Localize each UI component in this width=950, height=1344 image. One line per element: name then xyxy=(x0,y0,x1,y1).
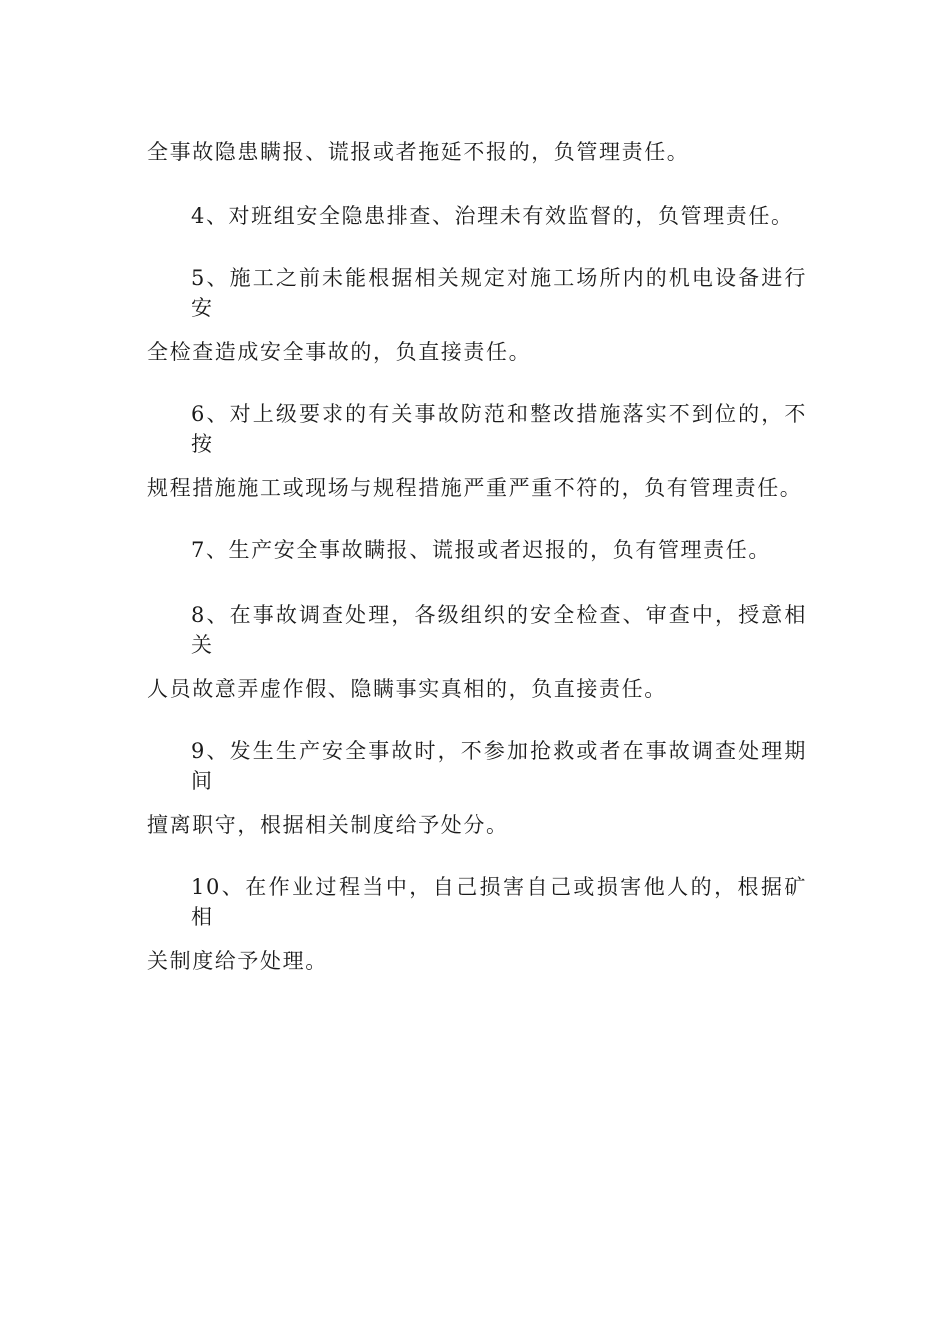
item-6-text-line-1: 6、对上级要求的有关事故防范和整改措施落实不到位的，不按 xyxy=(191,402,807,456)
item-5-text-line-1: 5、施工之前未能根据相关规定对施工场所内的机电设备进行安 xyxy=(191,266,807,320)
item-4-text: 4、对班组安全隐患排查、治理未有效监督的，负管理责任。 xyxy=(191,204,794,228)
text-line-1: 全事故隐患瞒报、谎报或者拖延不报的，负管理责任。 xyxy=(147,140,690,164)
item-10-text-line-1: 10、在作业过程当中，自己损害自己或损害他人的，根据矿相 xyxy=(191,875,807,929)
item-8-text-line-1: 8、在事故调查处理，各级组织的安全检查、审查中，授意相关 xyxy=(191,603,807,657)
item-5-text-line-2: 全检查造成安全事故的，负直接责任。 xyxy=(147,340,532,364)
item-6-text-line-2: 规程措施施工或现场与规程措施严重严重不符的，负有管理责任。 xyxy=(147,476,803,500)
item-7-text: 7、生产安全事故瞒报、谎报或者迟报的，负有管理责任。 xyxy=(191,538,771,562)
item-9-text-line-2: 擅离职守，根据相关制度给予处分。 xyxy=(147,813,509,837)
item-10-text-line-2: 关制度给予处理。 xyxy=(147,949,328,973)
item-8-text-line-2: 人员故意弄虚作假、隐瞒事实真相的，负直接责任。 xyxy=(147,677,667,701)
item-9-text-line-1: 9、发生生产安全事故时，不参加抢救或者在事故调查处理期间 xyxy=(191,739,807,793)
